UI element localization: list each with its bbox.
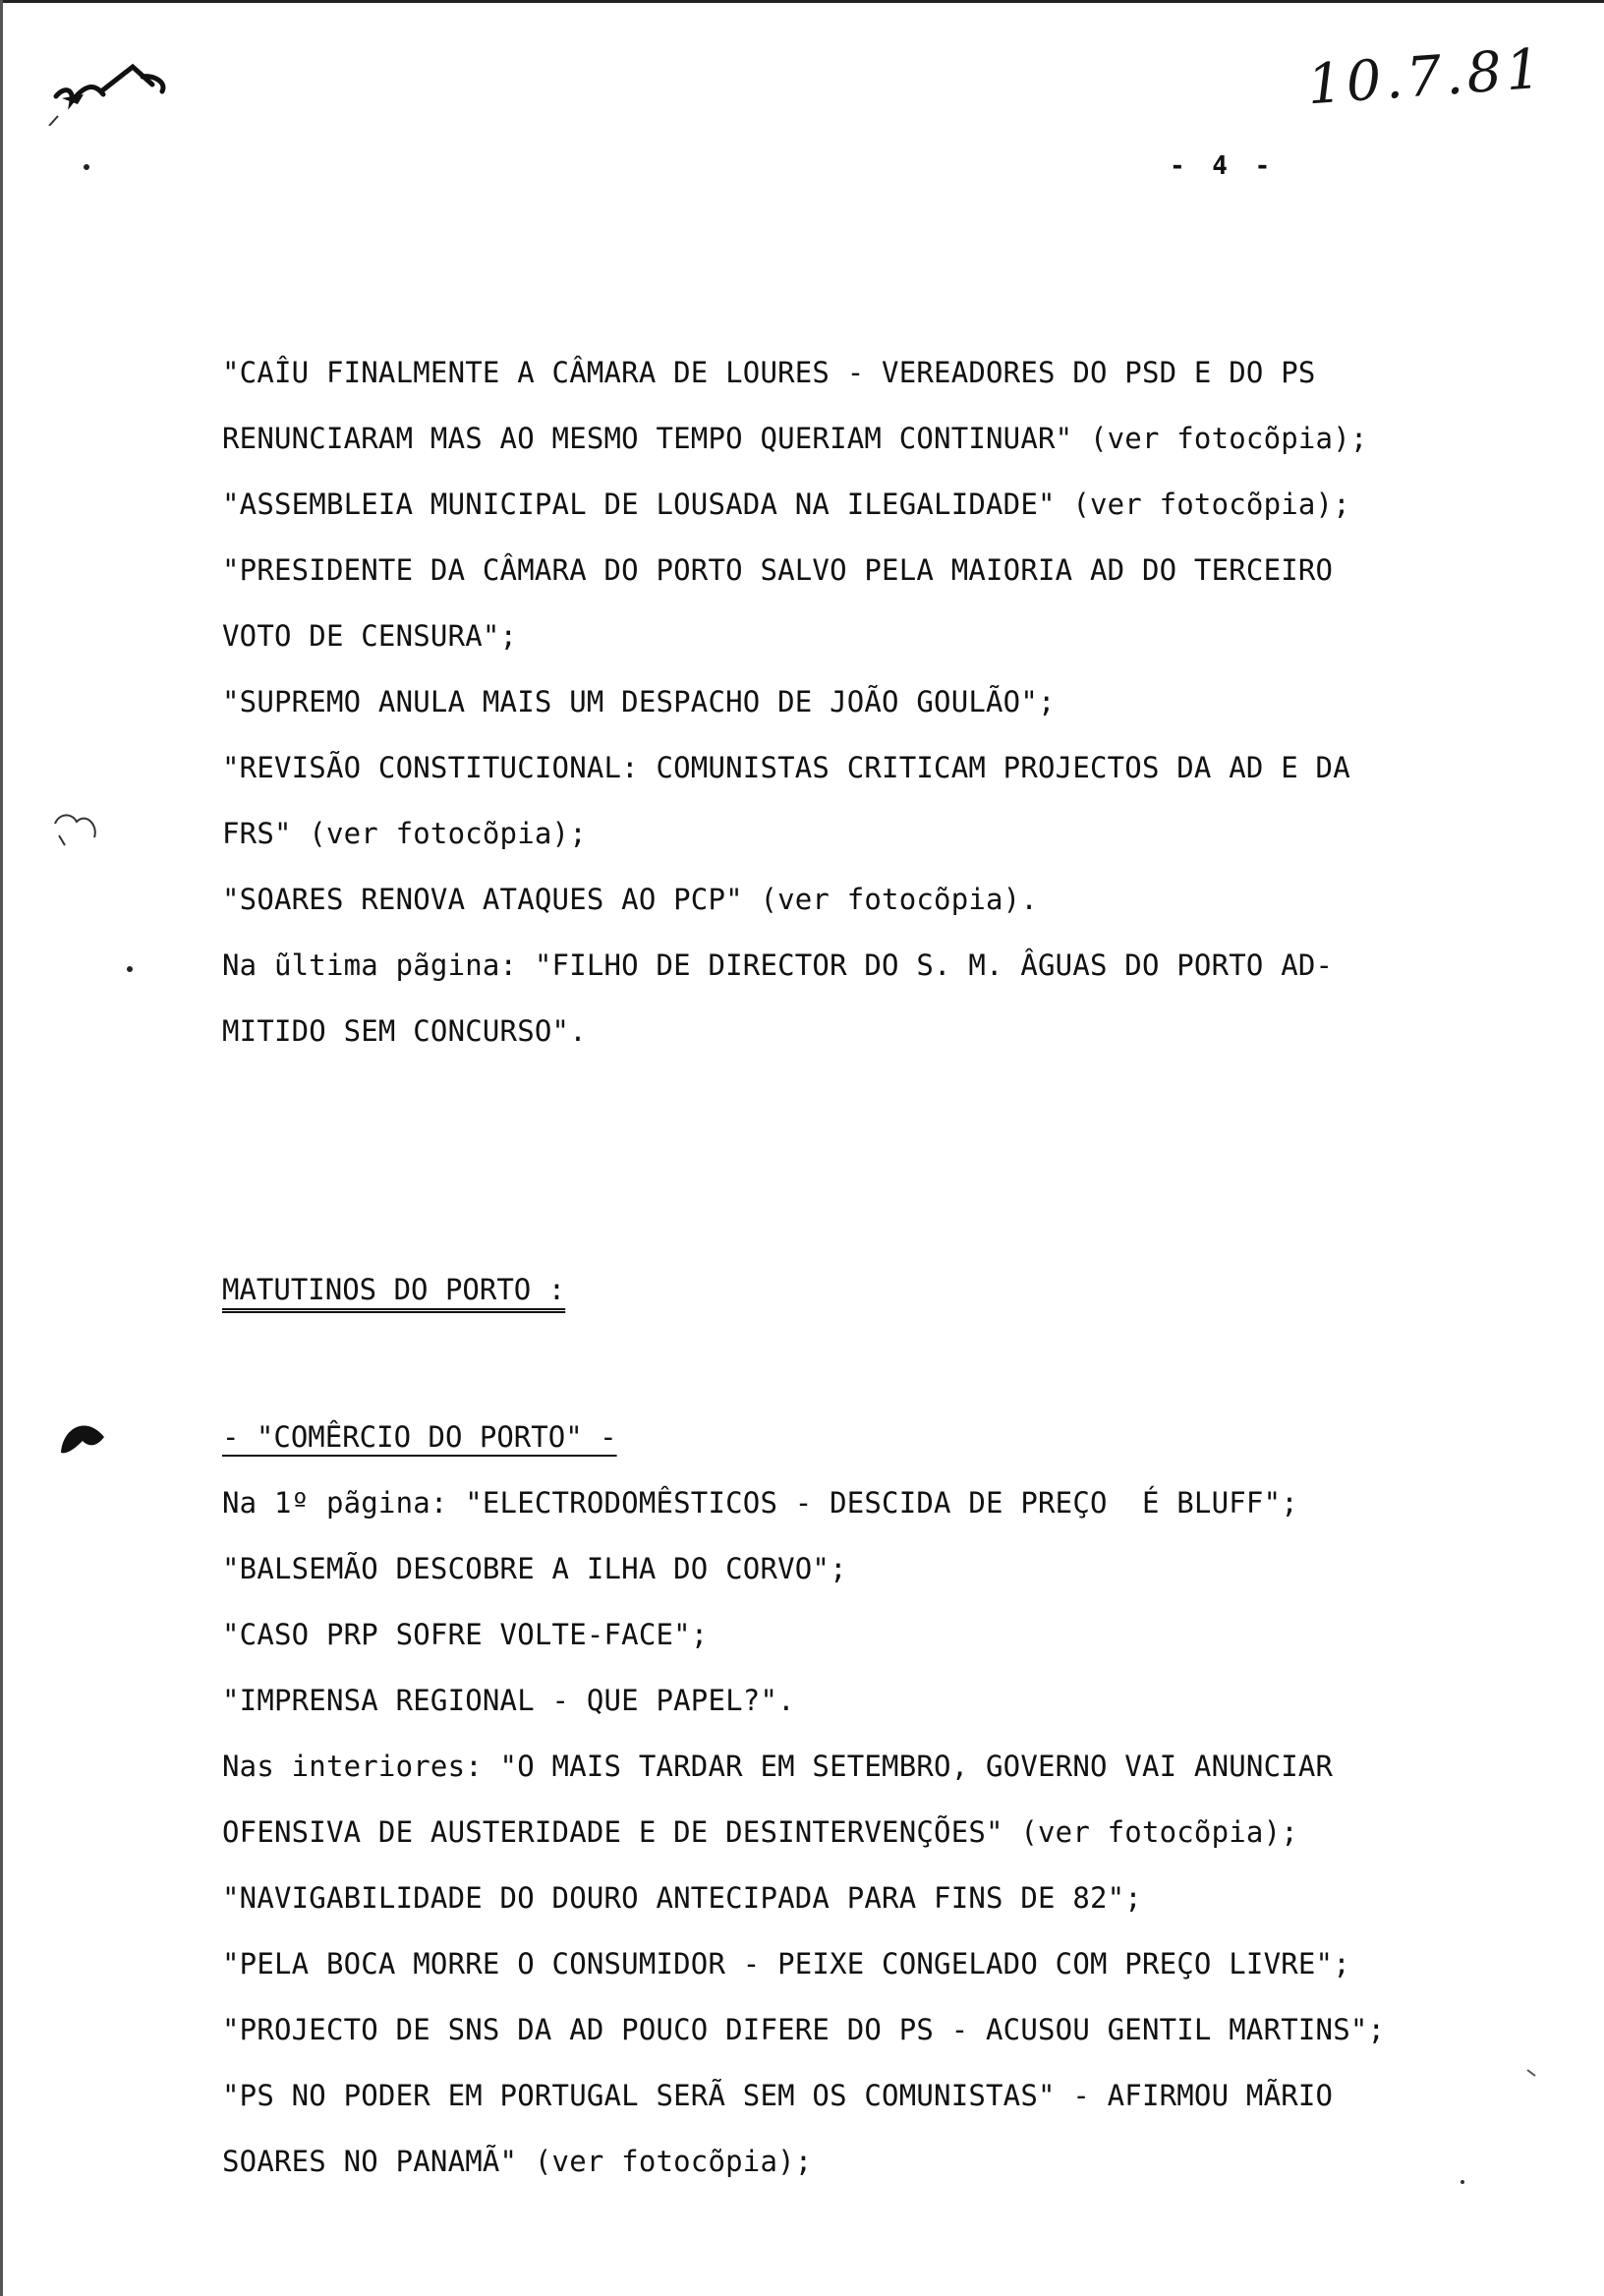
page-number: - 4 -	[1170, 151, 1277, 181]
text-line: Na 1º pãgina: "ELECTRODOMÊSTICOS - DESCIDA DE PREÇO É BLUFF";	[222, 1486, 1298, 1520]
text-line: Nas interiores: "O MAIS TARDAR EM SETEMBRO, GOVERNO VAI ANUNCIAR	[222, 1750, 1334, 1783]
text-line: SOARES NO PANAMÃ" (ver fotocõpia);	[222, 2145, 813, 2178]
text-line: "NAVIGABILIDADE DO DOURO ANTECIPADA PARA FINS DE 82";	[222, 1881, 1142, 1915]
text-line: FRS" (ver fotocõpia);	[222, 817, 587, 850]
text-line: "CASO PRP SOFRE VOLTE-FACE";	[222, 1618, 709, 1651]
text-line: RENUNCIARAM MAS AO MESMO TEMPO QUERIAM CONTINUAR" (ver fotocõpia);	[222, 422, 1368, 455]
text-line: "SOARES RENOVA ATAQUES AO PCP" (ver fotocõpia).	[222, 883, 1038, 916]
newspaper-heading: - "COMÊRCIO DO PORTO" -	[222, 1420, 617, 1454]
text-line: VOTO DE CENSURA";	[222, 619, 518, 653]
text-line: "IMPRENSA REGIONAL - QUE PAPEL?".	[222, 1684, 795, 1717]
corner-scribble-mark	[44, 47, 192, 126]
page-top-edge	[0, 0, 1604, 3]
page-left-edge	[0, 0, 3, 2296]
text-line: "REVISÃO CONSTITUCIONAL: COMUNISTAS CRITICAM PROJECTOS DA AD E DA	[222, 751, 1350, 784]
text-line: "PRESIDENTE DA CÂMARA DO PORTO SALVO PELA MAIORIA AD DO TERCEIRO	[222, 553, 1334, 587]
text-line: "SUPREMO ANULA MAIS UM DESPACHO DE JOÃO GOULÃO";	[222, 685, 1056, 718]
text-line: "PROJECTO DE SNS DA AD POUCO DIFERE DO PS - ACUSOU GENTIL MARTINS";	[222, 2013, 1386, 2046]
text-line: MITIDO SEM CONCURSO".	[222, 1014, 587, 1048]
text-line: "CAÎU FINALMENTE A CÂMARA DE LOURES - VEREADORES DO PSD E DO PS	[222, 356, 1316, 389]
text-line: OFENSIVA DE AUSTERIDADE E DE DESINTERVENÇÕES" (ver fotocõpia);	[222, 1815, 1298, 1849]
section-heading: MATUTINOS DO PORTO :	[222, 1273, 566, 1306]
text-line: "PELA BOCA MORRE O CONSUMIDOR - PEIXE CONGELADO COM PREÇO LIVRE";	[222, 1947, 1350, 1980]
handwritten-date: 10.7.81	[1305, 36, 1547, 118]
text-line: "BALSEMÃO DESCOBRE A ILHA DO CORVO";	[222, 1552, 847, 1585]
text-line: Na ũltima pãgina: "FILHO DE DIRECTOR DO S. M. ÂGUAS DO PORTO AD-	[222, 948, 1334, 982]
text-line: "PS NO PODER EM PORTUGAL SERÃ SEM OS COMUNISTAS" - AFIRMOU MÃRIO	[222, 2079, 1334, 2112]
text-line: "ASSEMBLEIA MUNICIPAL DE LOUSADA NA ILEGALIDADE" (ver fotocõpia);	[222, 488, 1350, 521]
